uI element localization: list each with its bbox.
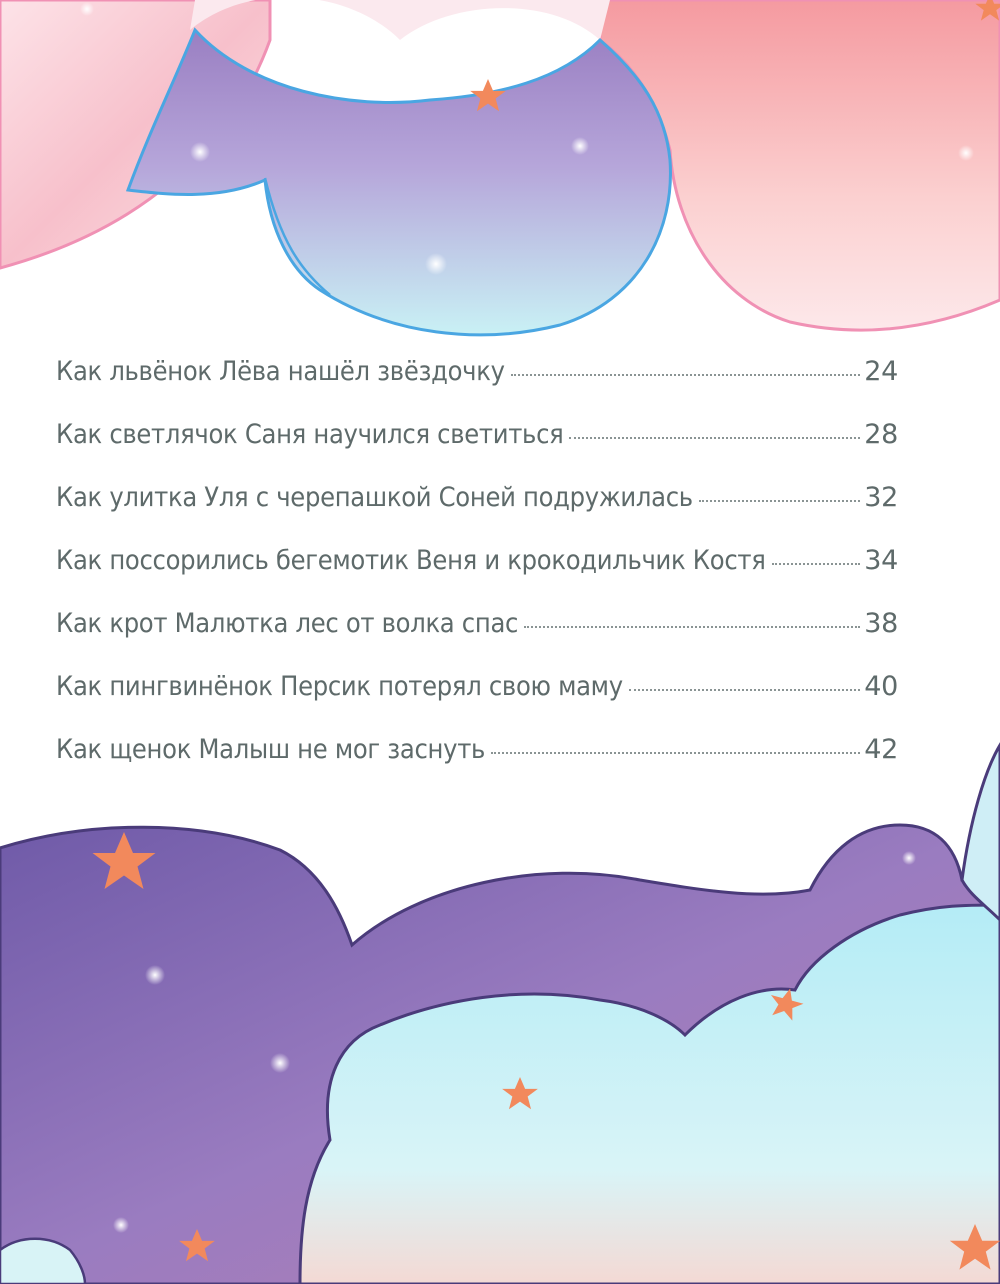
- sparkle: [654, 850, 670, 866]
- sparkle: [190, 142, 210, 162]
- toc-entry-title: Как львёнок Лёва нашёл звёздочку: [56, 356, 505, 387]
- toc-entry[interactable]: [56, 608, 898, 671]
- toc-entry-page: 42: [864, 734, 898, 765]
- toc-entry-page: 38: [864, 608, 898, 639]
- sparkle: [270, 1053, 290, 1073]
- sparkle: [145, 965, 165, 985]
- top-blue-cloud: [128, 30, 670, 335]
- toc-entry-title: Как поссорились бегемотик Веня и крокодильчик Костя: [56, 545, 766, 576]
- toc-entry-page: 24: [864, 356, 898, 387]
- dot-leader: [772, 563, 861, 565]
- toc-entry-title: Как крот Малютка лес от волка спас: [56, 608, 519, 639]
- sparkle: [113, 1217, 129, 1233]
- toc-entry-page: 34: [864, 545, 898, 576]
- dot-leader: [511, 374, 861, 376]
- dot-leader: [491, 752, 860, 754]
- toc-entry-title: Как щенок Малыш не мог заснуть: [56, 734, 486, 765]
- toc-entry-title: Как пингвинёнок Персик потерял свою маму: [56, 671, 623, 702]
- toc-entry[interactable]: [56, 545, 898, 608]
- dot-leader: [524, 626, 860, 628]
- toc-entry[interactable]: [56, 671, 898, 734]
- sparkle: [958, 145, 974, 161]
- sparkle: [80, 2, 94, 16]
- dot-leader: [629, 689, 860, 691]
- sparkle: [425, 253, 447, 275]
- toc-entry[interactable]: [56, 734, 898, 797]
- toc-entry-title: Как светлячок Саня научился светиться: [56, 419, 564, 450]
- sparkle: [571, 137, 589, 155]
- dot-leader: [699, 500, 860, 502]
- toc-entry[interactable]: [56, 419, 898, 482]
- table-of-contents: [56, 356, 898, 797]
- toc-entry-page: 32: [864, 482, 898, 513]
- toc-entry-page: 40: [864, 671, 898, 702]
- toc-entry[interactable]: [56, 356, 898, 419]
- toc-entry-page: 28: [864, 419, 898, 450]
- toc-entry-title: Как улитка Уля с черепашкой Соней подружилась: [56, 482, 693, 513]
- toc-entry[interactable]: [56, 482, 898, 545]
- sparkle: [902, 851, 916, 865]
- dot-leader: [569, 437, 860, 439]
